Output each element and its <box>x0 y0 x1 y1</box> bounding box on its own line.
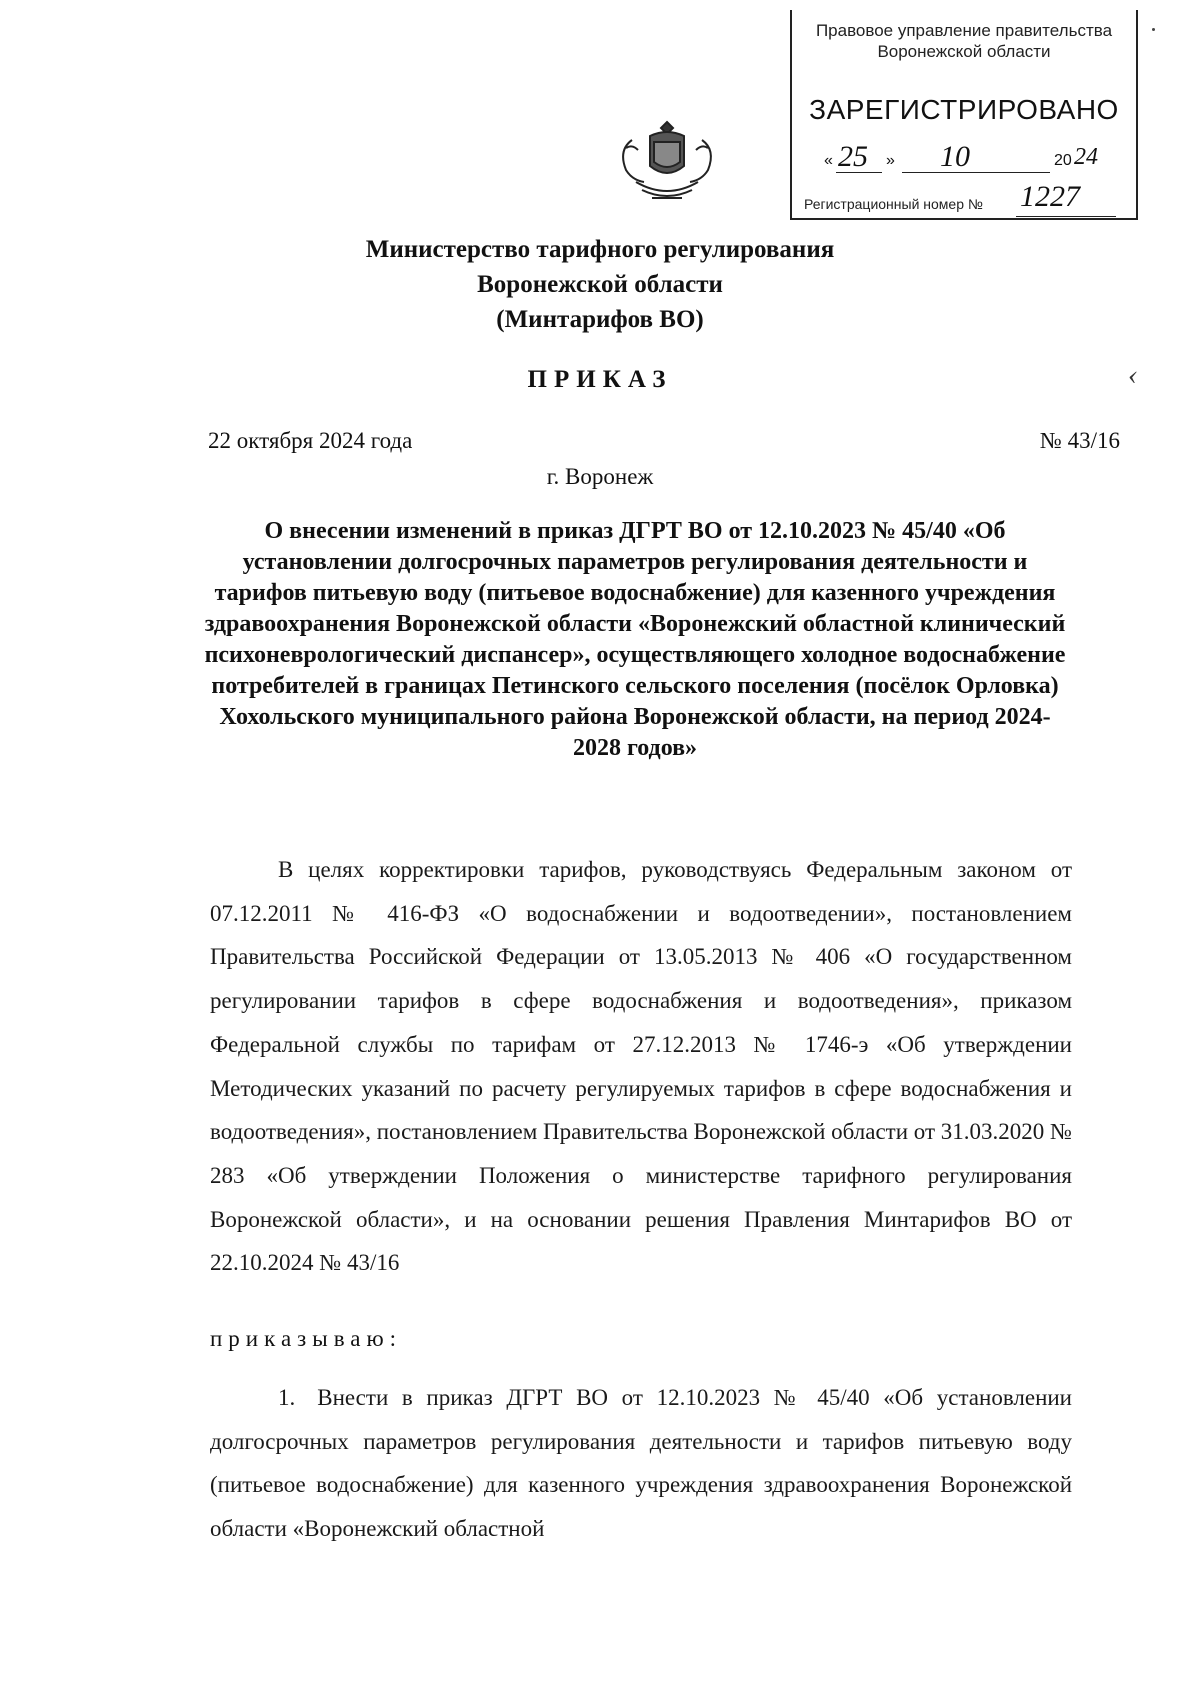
stamp-day: 25 <box>838 140 868 173</box>
document-city: г. Воронеж <box>546 464 654 489</box>
ministry-line2: Воронежской области <box>477 271 723 298</box>
stamp-open-quote: « <box>824 152 833 169</box>
registration-stamp <box>790 10 1138 220</box>
stamp-org-line2: Воронежской области <box>877 42 1051 61</box>
document-number: № 43/16 <box>1039 428 1120 453</box>
stamp-month-underline <box>902 172 1050 173</box>
handwritten-mark: ‹ <box>1128 358 1138 391</box>
stamp-close-quote: » <box>886 152 895 169</box>
item-1-number: 1. <box>278 1385 296 1410</box>
coat-of-arms-emblem <box>612 118 722 206</box>
stamp-regno-underline <box>1016 216 1116 217</box>
stamp-year-suffix: 24 <box>1074 144 1098 170</box>
item-1-paragraph <box>210 1376 1072 1551</box>
stamp-registered-label: ЗАРЕГИСТРИРОВАНО <box>809 94 1119 125</box>
stamp-month: 10 <box>940 140 970 173</box>
ministry-name <box>0 232 1200 337</box>
stamp-day-underline <box>836 172 882 173</box>
document-subject: О внесении изменений в приказ ДГРТ ВО от 12.10.2023 № 45/40 «Об установлении долгосрочных параметров регулирования деятельности и тарифов питьевую воду (питьевое водоснабжение) для казенного учреждения здравоохранения Воронежской области «Воронежский областной клинический психоневрологический диспансер», осуществляющего холодное водоснабжение потребителей в границах Петинского сельского поселения (посёлок Орловка) Хохольского муниципального района Воронежской области, на период 2024-2028 годов» <box>204 518 1066 761</box>
stamp-org-line1: Правовое управление правительства <box>815 21 1113 40</box>
ministry-line3: (Минтарифов ВО) <box>496 306 704 333</box>
document-type: ПРИКАЗ <box>527 366 673 393</box>
stamp-year-prefix: 20 <box>1054 152 1072 169</box>
preamble-paragraph <box>210 848 1072 1285</box>
item-1 <box>210 1376 1072 1551</box>
stamp-date <box>824 140 1114 176</box>
scan-speck <box>1152 28 1155 31</box>
stamp-regno-label: Регистрационный номер № <box>804 196 983 212</box>
document-date: 22 октября 2024 года <box>208 428 413 453</box>
stamp-regno: 1227 <box>1020 180 1080 213</box>
preamble-text: В целях корректировки тарифов, руководствуясь Федеральным законом от 07.12.2011 № 416-ФЗ «О водоснабжении и водоотведении», постановлением Правительства Российской Федерации от 13.05.2013 № 406 «О государственном регулировании тарифов в сфере водоснабжения и водоотведения», приказом Федеральной службы по тарифам от 27.12.2013 № 1746-э «Об утверждении Методических указаний по расчету регулируемых тарифов в сфере водоснабжения и водоотведения», постановлением Правительства Воронежской области от 31.03.2020 № 283 «Об утверждении Положения о министерстве тарифного регулирования Воронежской области», и на основании решения Правления Минтарифов ВО от 22.10.2024 № 43/16 <box>210 857 1072 1276</box>
decree-word: приказываю: <box>210 1326 403 1351</box>
ministry-line1: Министерство тарифного регулирования <box>365 236 835 263</box>
stamp-organization <box>792 20 1136 62</box>
item-1-text: Внести в приказ ДГРТ ВО от 12.10.2023 № 45/40 «Об установлении долгосрочных параметров регулирования деятельности и тарифов питьевую воду (питьевое водоснабжение) для казенного учреждения здравоохранения Воронежской области «Воронежский областной <box>210 1385 1072 1542</box>
